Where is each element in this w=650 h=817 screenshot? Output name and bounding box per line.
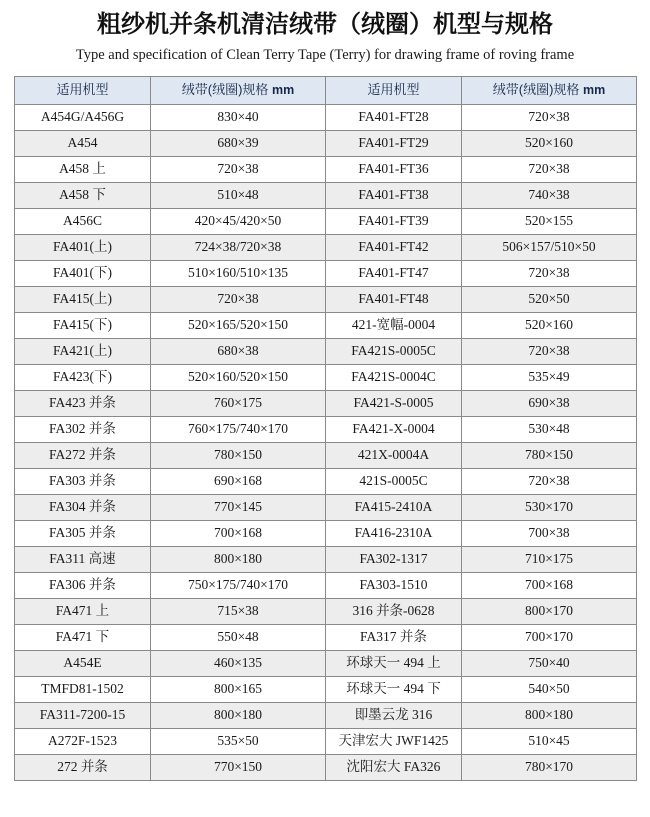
table-cell: FA305 并条 [15,520,151,546]
table-cell: 510×48 [151,182,326,208]
table-cell: 506×157/510×50 [462,234,637,260]
table-row [15,364,637,390]
table-cell: FA306 并条 [15,572,151,598]
table-cell: FA401-FT48 [326,286,462,312]
table-cell: FA415-2410A [326,494,462,520]
table-cell: FA421(上) [15,338,151,364]
table-cell: 530×170 [462,494,637,520]
table-cell: 535×49 [462,364,637,390]
table-cell: FA401-FT28 [326,104,462,130]
table-header [15,76,637,104]
table-row [15,702,637,728]
table-row [15,312,637,338]
table-cell: FA401-FT39 [326,208,462,234]
table-cell: FA415(下) [15,312,151,338]
table-cell: 520×160 [462,312,637,338]
table-cell: 690×38 [462,390,637,416]
table-cell: 780×150 [462,442,637,468]
table-cell: 天津宏大 JWF1425 [326,728,462,754]
table-cell: 830×40 [151,104,326,130]
table-cell: 720×38 [462,338,637,364]
table-row [15,130,637,156]
table-cell: FA471 上 [15,598,151,624]
table-row [15,598,637,624]
table-cell: FA421-X-0004 [326,416,462,442]
table-cell: 750×40 [462,650,637,676]
table-cell: A456C [15,208,151,234]
table-cell: 460×135 [151,650,326,676]
table-cell: FA401-FT42 [326,234,462,260]
table-cell: 800×180 [151,702,326,728]
table-cell: 720×38 [151,286,326,312]
table-cell: 680×38 [151,338,326,364]
table-cell: FA303 并条 [15,468,151,494]
table-row [15,572,637,598]
table-cell: 780×150 [151,442,326,468]
page-title: 粗纱机并条机清洁绒带（绒圈）机型与规格 [97,11,553,38]
table-row [15,754,637,780]
table-cell: 510×45 [462,728,637,754]
table-cell: FA415(上) [15,286,151,312]
table-cell: FA471 下 [15,624,151,650]
table-cell: 740×38 [462,182,637,208]
table-cell: 510×160/510×135 [151,260,326,286]
table-cell: FA423 并条 [15,390,151,416]
table-cell: 700×38 [462,520,637,546]
table-row [15,338,637,364]
table-cell: FA311-7200-15 [15,702,151,728]
column-header-spec-1: 绒带(绒圈)规格 mm [151,76,326,104]
table-cell: 520×50 [462,286,637,312]
table-cell: FA317 并条 [326,624,462,650]
table-cell: A454E [15,650,151,676]
table-cell: 724×38/720×38 [151,234,326,260]
table-cell: 环球天一 494 下 [326,676,462,702]
table-cell: A454 [15,130,151,156]
table-cell: TMFD81-1502 [15,676,151,702]
table-row [15,156,637,182]
table-cell: 沈阳宏大 FA326 [326,754,462,780]
table-cell: 520×160/520×150 [151,364,326,390]
table-cell: FA421-S-0005 [326,390,462,416]
table-cell: 420×45/420×50 [151,208,326,234]
table-cell: 750×175/740×170 [151,572,326,598]
table-row [15,728,637,754]
table-cell: 700×168 [151,520,326,546]
specification-table [14,76,637,781]
table-cell: 即墨云龙 316 [326,702,462,728]
table-cell: 760×175 [151,390,326,416]
table-row [15,520,637,546]
table-cell: 800×180 [151,546,326,572]
table-row [15,182,637,208]
table-cell: 700×170 [462,624,637,650]
table-cell: FA401(下) [15,260,151,286]
table-row [15,546,637,572]
table-cell: 800×170 [462,598,637,624]
table-cell: 520×160 [462,130,637,156]
table-row [15,494,637,520]
table-cell: FA401-FT29 [326,130,462,156]
table-row [15,390,637,416]
table-cell: FA421S-0005C [326,338,462,364]
table-cell: 535×50 [151,728,326,754]
table-cell: 720×38 [462,156,637,182]
table-cell: A272F-1523 [15,728,151,754]
table-cell: 770×145 [151,494,326,520]
table-row [15,442,637,468]
table-cell: FA311 高速 [15,546,151,572]
table-cell: 700×168 [462,572,637,598]
table-cell: 272 并条 [15,754,151,780]
table-row [15,416,637,442]
table-cell: FA401-FT47 [326,260,462,286]
table-cell: 690×168 [151,468,326,494]
table-cell: 520×155 [462,208,637,234]
table-cell: 800×165 [151,676,326,702]
table-row [15,104,637,130]
page-subtitle: Type and specification of Clean Terry Tape (Terry) for drawing frame of roving frame [75,47,575,63]
table-cell: FA421S-0004C [326,364,462,390]
table-cell: FA416-2310A [326,520,462,546]
table-cell: FA302-1317 [326,546,462,572]
table-cell: 720×38 [462,104,637,130]
table-cell: 720×38 [462,468,637,494]
column-header-spec-2: 绒带(绒圈)规格 mm [462,76,637,104]
table-cell: 540×50 [462,676,637,702]
table-cell: 316 并条-0628 [326,598,462,624]
table-row [15,208,637,234]
table-cell: 800×180 [462,702,637,728]
table-header-row [15,76,637,104]
table-cell: 421-宽幅-0004 [326,312,462,338]
table-cell: 770×150 [151,754,326,780]
table-row [15,260,637,286]
table-cell: FA401-FT38 [326,182,462,208]
table-cell: FA272 并条 [15,442,151,468]
table-cell: 520×165/520×150 [151,312,326,338]
table-cell: 780×170 [462,754,637,780]
table-row [15,234,637,260]
table-cell: 环球天一 494 上 [326,650,462,676]
table-cell: 421S-0005C [326,468,462,494]
table-row [15,624,637,650]
table-row [15,676,637,702]
column-header-model-1: 适用机型 [15,76,151,104]
table-cell: 715×38 [151,598,326,624]
table-cell: 421X-0004A [326,442,462,468]
table-row [15,650,637,676]
table-cell: 680×39 [151,130,326,156]
table-cell: FA401(上) [15,234,151,260]
table-cell: FA302 并条 [15,416,151,442]
table-body [15,104,637,780]
table-cell: A458 下 [15,182,151,208]
table-cell: 720×38 [151,156,326,182]
table-row [15,286,637,312]
table-cell: 710×175 [462,546,637,572]
table-cell: 530×48 [462,416,637,442]
table-cell: FA303-1510 [326,572,462,598]
table-cell: FA423(下) [15,364,151,390]
table-cell: 720×38 [462,260,637,286]
table-cell: 760×175/740×170 [151,416,326,442]
table-cell: A454G/A456G [15,104,151,130]
table-cell: FA401-FT36 [326,156,462,182]
table-cell: 550×48 [151,624,326,650]
column-header-model-2: 适用机型 [326,76,462,104]
table-row [15,468,637,494]
table-cell: FA304 并条 [15,494,151,520]
table-cell: A458 上 [15,156,151,182]
